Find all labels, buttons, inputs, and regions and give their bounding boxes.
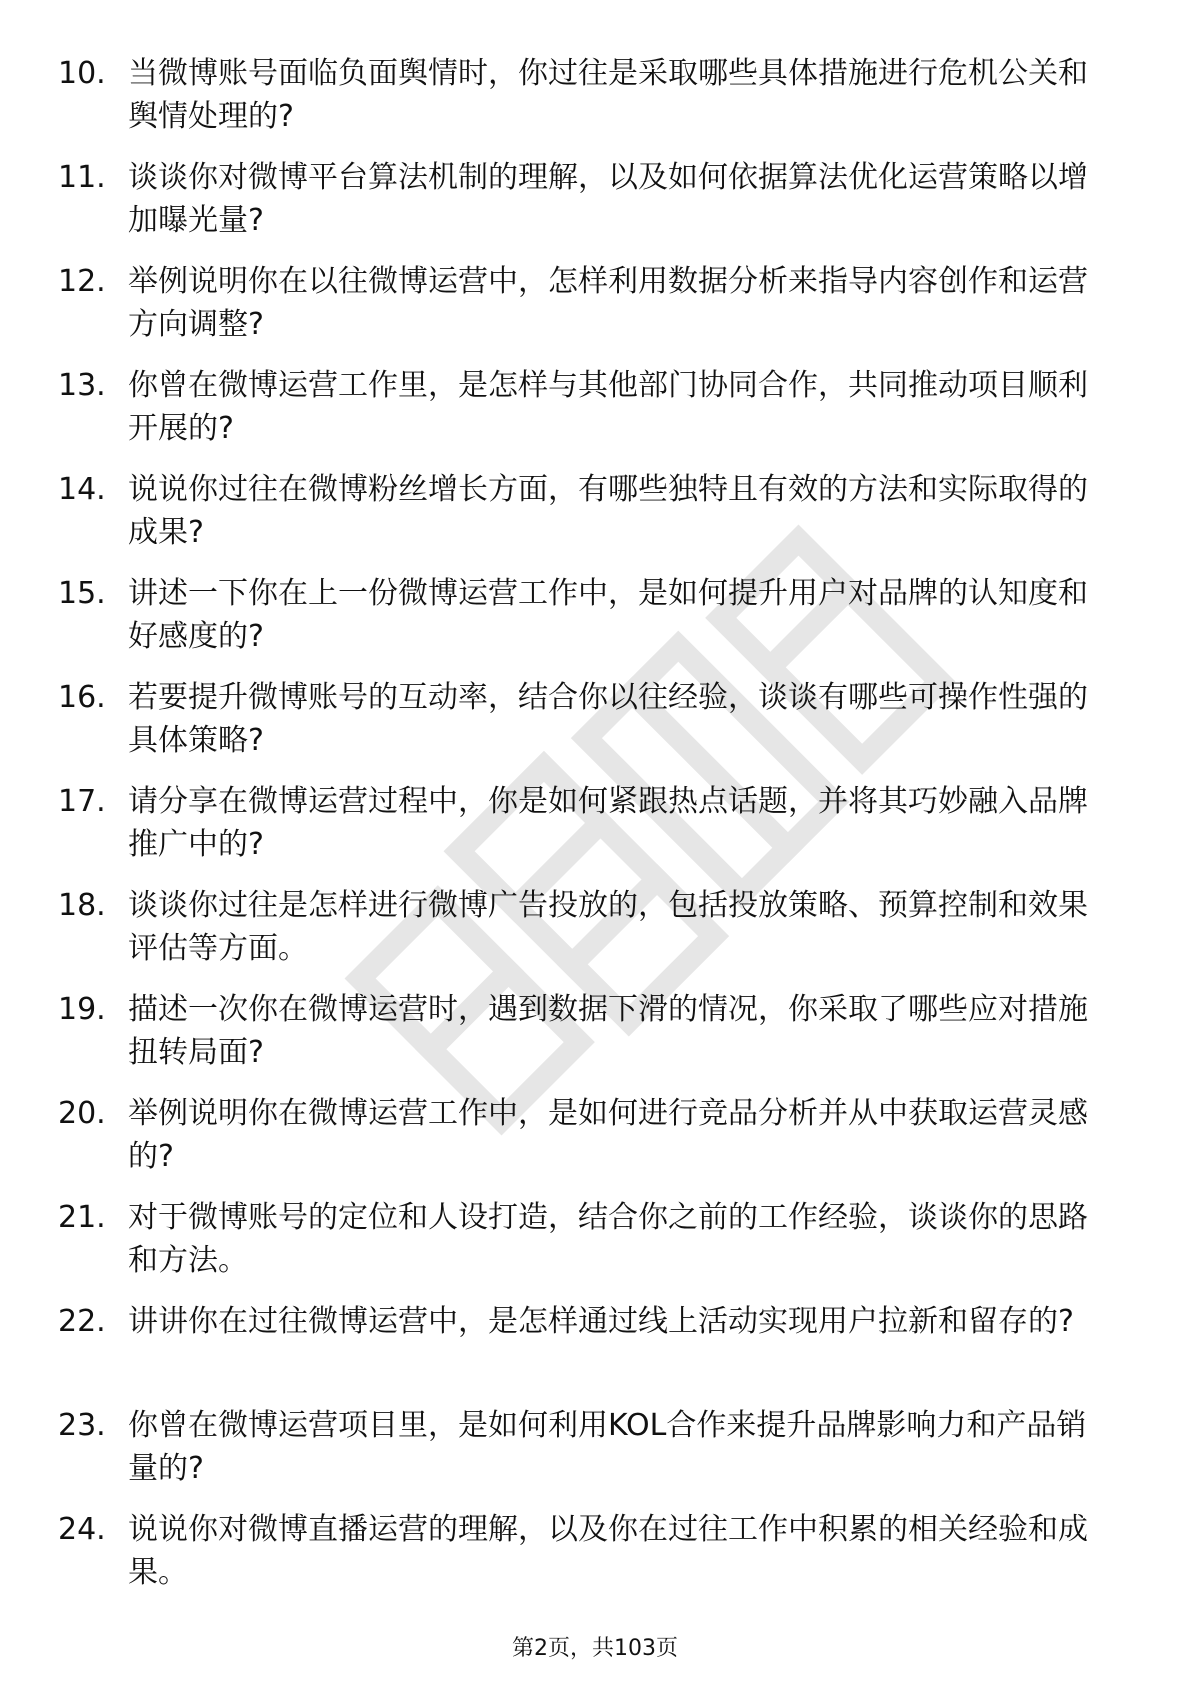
question-text: 你曾在微博运营项目里，是如何利用KOL合作来提升品牌影响力和产品销量的? (128, 1408, 1087, 1486)
question-text: 讲述一下你在上一份微博运营工作中，是如何提升用户对品牌的认知度和好感度的? (128, 576, 1088, 654)
question-item (58, 1196, 1108, 1300)
question-item (58, 676, 1108, 780)
question-item (58, 1092, 1108, 1196)
question-number: 12. (58, 264, 106, 299)
question-number: 19. (58, 992, 106, 1027)
question-number: 15. (58, 576, 106, 611)
question-text: 若要提升微博账号的互动率，结合你以往经验，谈谈有哪些可操作性强的具体策略? (128, 680, 1088, 758)
question-number: 11. (58, 160, 106, 195)
question-text: 请分享在微博运营过程中，你是如何紧跟热点话题，并将其巧妙融入品牌推广中的? (128, 784, 1088, 862)
question-text: 谈谈你对微博平台算法机制的理解，以及如何依据算法优化运营策略以增加曝光量? (128, 160, 1088, 238)
question-text: 说说你对微博直播运营的理解，以及你在过往工作中积累的相关经验和成果。 (128, 1512, 1088, 1590)
question-number: 10. (58, 56, 106, 91)
question-number: 23. (58, 1408, 106, 1443)
question-item (58, 468, 1108, 572)
question-number: 18. (58, 888, 106, 923)
question-text: 谈谈你过往是怎样进行微博广告投放的，包括投放策略、预算控制和效果评估等方面。 (128, 888, 1088, 966)
question-number: 21. (58, 1200, 106, 1235)
question-text: 你曾在微博运营工作里，是怎样与其他部门协同合作，共同推动项目顺利开展的? (128, 368, 1088, 446)
question-item (58, 988, 1108, 1092)
question-item (58, 52, 1108, 156)
question-item (58, 884, 1108, 988)
page-number: 第2页，共103页 (512, 1636, 678, 1661)
question-number: 17. (58, 784, 106, 819)
question-item (58, 156, 1108, 260)
question-text: 讲讲你在过往微博运营中，是怎样通过线上活动实现用户拉新和留存的? (128, 1304, 1074, 1339)
question-item (58, 572, 1108, 676)
question-item (58, 1404, 1108, 1508)
question-number: 22. (58, 1304, 106, 1339)
question-number: 14. (58, 472, 106, 507)
question-number: 24. (58, 1512, 106, 1547)
question-item (58, 780, 1108, 884)
question-item (58, 260, 1108, 364)
question-list (58, 52, 1108, 1612)
question-text: 当微博账号面临负面舆情时，你过往是采取哪些具体措施进行危机公关和舆情处理的? (128, 56, 1088, 134)
question-number: 13. (58, 368, 106, 403)
question-number: 20. (58, 1096, 106, 1131)
question-number: 16. (58, 680, 106, 715)
question-text: 对于微博账号的定位和人设打造，结合你之前的工作经验，谈谈你的思路和方法。 (128, 1200, 1088, 1278)
question-text: 说说你过往在微博粉丝增长方面，有哪些独特且有效的方法和实际取得的成果? (128, 472, 1088, 550)
question-item (58, 1508, 1108, 1612)
question-text: 描述一次你在微博运营时，遇到数据下滑的情况，你采取了哪些应对措施扭转局面? (128, 992, 1088, 1070)
question-item (58, 1300, 1108, 1404)
question-text: 举例说明你在微博运营工作中，是如何进行竞品分析并从中获取运营灵感的? (128, 1096, 1088, 1174)
question-item (58, 364, 1108, 468)
question-text: 举例说明你在以往微博运营中，怎样利用数据分析来指导内容创作和运营方向调整? (128, 264, 1088, 342)
